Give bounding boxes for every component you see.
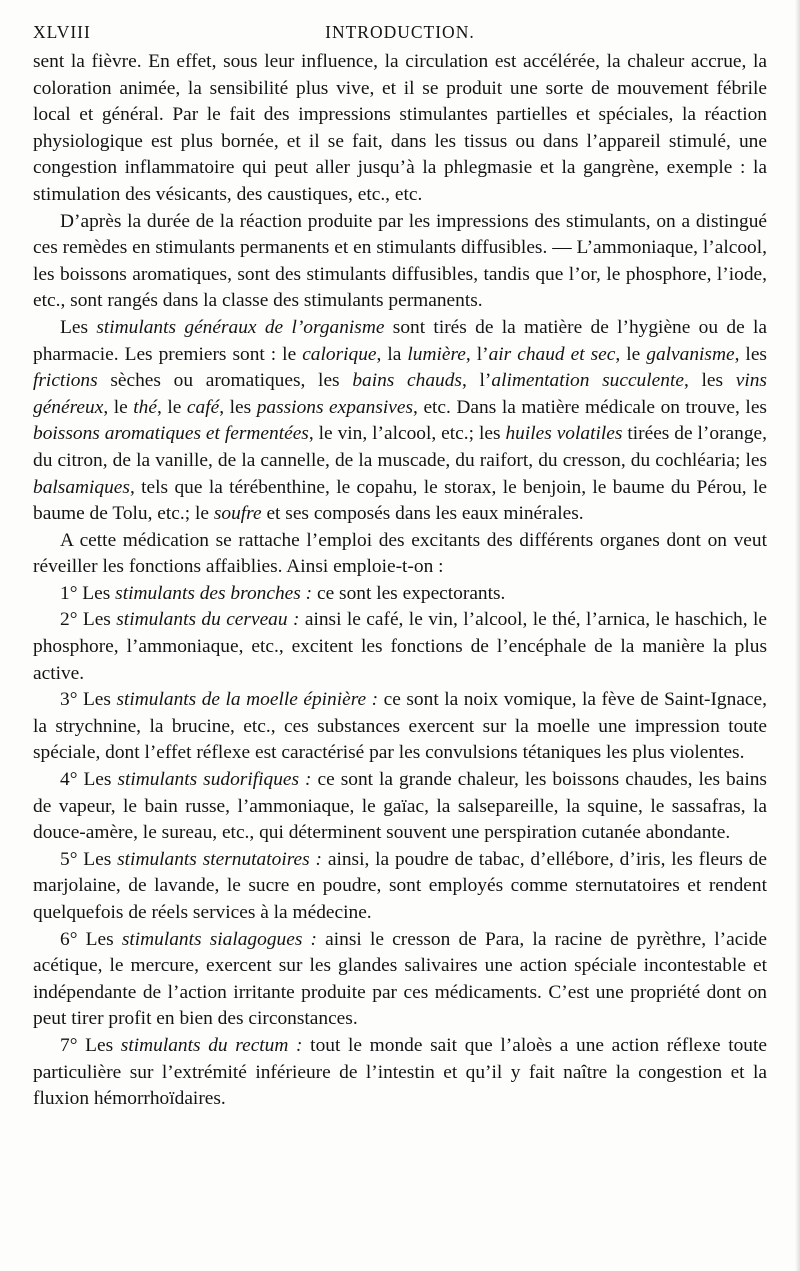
italic-term: air chaud et sec (488, 343, 616, 365)
text-run: 5° Les (60, 848, 118, 870)
italic-term: calorique (302, 343, 377, 365)
italic-term: soufre (213, 503, 262, 525)
italic-term: huiles volatiles (505, 423, 623, 445)
text-run: , le vin, l’alcool, etc.; les (308, 423, 506, 445)
italic-term: lumière (407, 343, 466, 365)
italic-term: stimulants des bronches : (115, 582, 313, 604)
italic-term: stimulants sudorifiques : (117, 769, 312, 791)
italic-term: stimulants généraux de l’organisme (96, 316, 385, 338)
text-run: 3° Les (60, 689, 117, 711)
text-run: 7° Les (60, 1034, 121, 1056)
text-run: 6° Les (60, 928, 122, 950)
italic-term: galvanisme (646, 343, 735, 365)
page-number: XLVIII (33, 22, 91, 42)
text-run: D’après la durée de la réaction produite par les impressions des stimulants, on a distingué ces remèdes en stimulants permanents et en stimulants diffusibles. — L’ammoniaque, l’alcool, les boissons aromatiques, sont des stimulants diffusibles, tandis que l’or, le phosphore, l’iode, etc., sont rangés dans la classe des stimulants permanents. (33, 210, 767, 312)
paragraph (33, 209, 767, 315)
paragraph (33, 315, 767, 528)
text-run: ce sont la grande chaleur, les boissons chaudes, les bains de vapeur, le bain russe, l’ammoniaque, le gaïac, la salsepareille, la squine, le sassafras, la douce-amère, le sureau, etc., qui déterminent souvent une perspiration cutanée abondante. (33, 769, 767, 844)
running-title: INTRODUCTION. (325, 22, 475, 42)
text-run: A cette médication se rattache l’emploi des excitants des différents organes dont on veut réveiller les fonctions affaiblies. Ainsi emploie-t-on : (33, 529, 767, 578)
text-run: , le (156, 396, 187, 418)
text-run: tout le monde sait que l’aloès a une action réflexe toute particulière sur l’extrémité inférieure de l’intestin et qu’il y fait naître la congestion et la fluxion hémorrhoïdaires. (33, 1034, 767, 1110)
text-run: , etc. Dans la matière médicale on trouve, les (413, 396, 767, 418)
text-run: tirées de l’orange, du citron, de la vanille, de la cannelle, de la muscade, du raifort, du cresson, du cochléaria; les (33, 423, 767, 471)
italic-term: café (186, 396, 220, 418)
italic-term: stimulants du rectum : (120, 1034, 303, 1056)
paragraph (33, 607, 767, 687)
text-run: 1° Les (60, 582, 116, 604)
italic-term: bains chauds (352, 370, 462, 392)
italic-term: stimulants du cerveau : (116, 609, 300, 631)
paragraph (33, 49, 767, 209)
paragraph (33, 581, 767, 608)
text-run: , tels que la térébenthine, le copahu, le storax, le benjoin, le baume du Pérou, le baume de Tolu, etc.; le (33, 476, 767, 525)
text-run: 4° Les (60, 769, 118, 791)
italic-term: passions expansives (256, 396, 414, 418)
text-run: et ses composés dans les eaux minérales. (261, 503, 584, 525)
italic-term: thé (133, 396, 157, 418)
text-run: , les (219, 396, 257, 418)
text-run: sèches ou aromatiques, les (97, 370, 353, 392)
text-run: , le (615, 343, 647, 365)
text-run: , la (376, 343, 408, 365)
text-run: ainsi le cresson de Para, la racine de pyrèthre, l’acide acétique, le mercure, exercent sur les glandes salivaires une action spéciale incontestable et indépendante de l’action irritante produite par ces médicaments. C’est une propriété dont on peut tirer profit en bien des circonstances. (33, 928, 767, 1030)
text-run: , les (683, 370, 736, 392)
text-run: , l’ (461, 370, 492, 392)
text-run: sent la fièvre. En effet, sous leur influence, la circulation est accélérée, la chaleur accrue, la coloration animée, la sensibilité plus vive, et il se produit une sorte de mouvement fébrile local et général. Par le fait des impressions stimulantes partielles et spéciales, la réaction physiologique est plus bornée, et il se fait, dans les tissus ou dans l’appareil stimulé, une congestion inflammatoire qui peut aller jusqu’à la phlegmasie et la gangrène, exemple : la stimulation des vésicants, des caustiques, etc., etc. (33, 51, 767, 205)
italic-term: alimentation succulente (491, 370, 684, 392)
text-run: sont tirés de la matière de l’hygiène ou de la pharmacie. Les premiers sont : le (33, 316, 767, 365)
page-edge-shadow (795, 0, 800, 1271)
text-run: ce sont la noix vomique, la fève de Saint-Ignace, la strychnine, la brucine, etc., ces substances exercent sur la moelle une impression toute spéciale, dont l’effet réflexe est caractérisé par les convulsions tétaniques les plus violentes. (33, 689, 767, 764)
text-run: ainsi, la poudre de tabac, d’ellébore, d’iris, les fleurs de marjolaine, de lavande, le sucre en poudre, sont employés comme sternutatoires et rendent quelquefois de réels services à la médecine. (33, 848, 767, 923)
text-run: Les (60, 316, 97, 338)
paragraph (33, 1033, 767, 1113)
paragraph (33, 927, 767, 1033)
italic-term: boissons aromatiques et fermentées (33, 423, 309, 445)
text-run: ce sont les expectorants. (312, 582, 506, 604)
italic-term: stimulants sialagogues : (121, 928, 317, 950)
paragraph (33, 847, 767, 927)
text-run: , les (734, 343, 767, 365)
italic-term: stimulants sternutatoires : (117, 848, 322, 870)
text-run: 2° Les (60, 609, 117, 631)
italic-term: vins généreux (33, 370, 767, 418)
italic-term: stimulants de la moelle épinière : (116, 689, 379, 711)
body-text (33, 49, 767, 1113)
paragraph (33, 528, 767, 581)
text-run: ainsi le café, le vin, l’alcool, le thé, l’arnica, le haschich, le phosphore, l’ammoniaque, etc., excitent les fonctions de l’encéphale de la manière la plus active. (33, 609, 768, 684)
running-header (33, 22, 767, 43)
paragraph (33, 767, 767, 847)
text-run: , l’ (465, 343, 489, 365)
italic-term: balsamiques (33, 476, 130, 498)
paragraph (33, 687, 767, 767)
italic-term: frictions (33, 370, 98, 392)
text-run: , le (103, 396, 134, 418)
